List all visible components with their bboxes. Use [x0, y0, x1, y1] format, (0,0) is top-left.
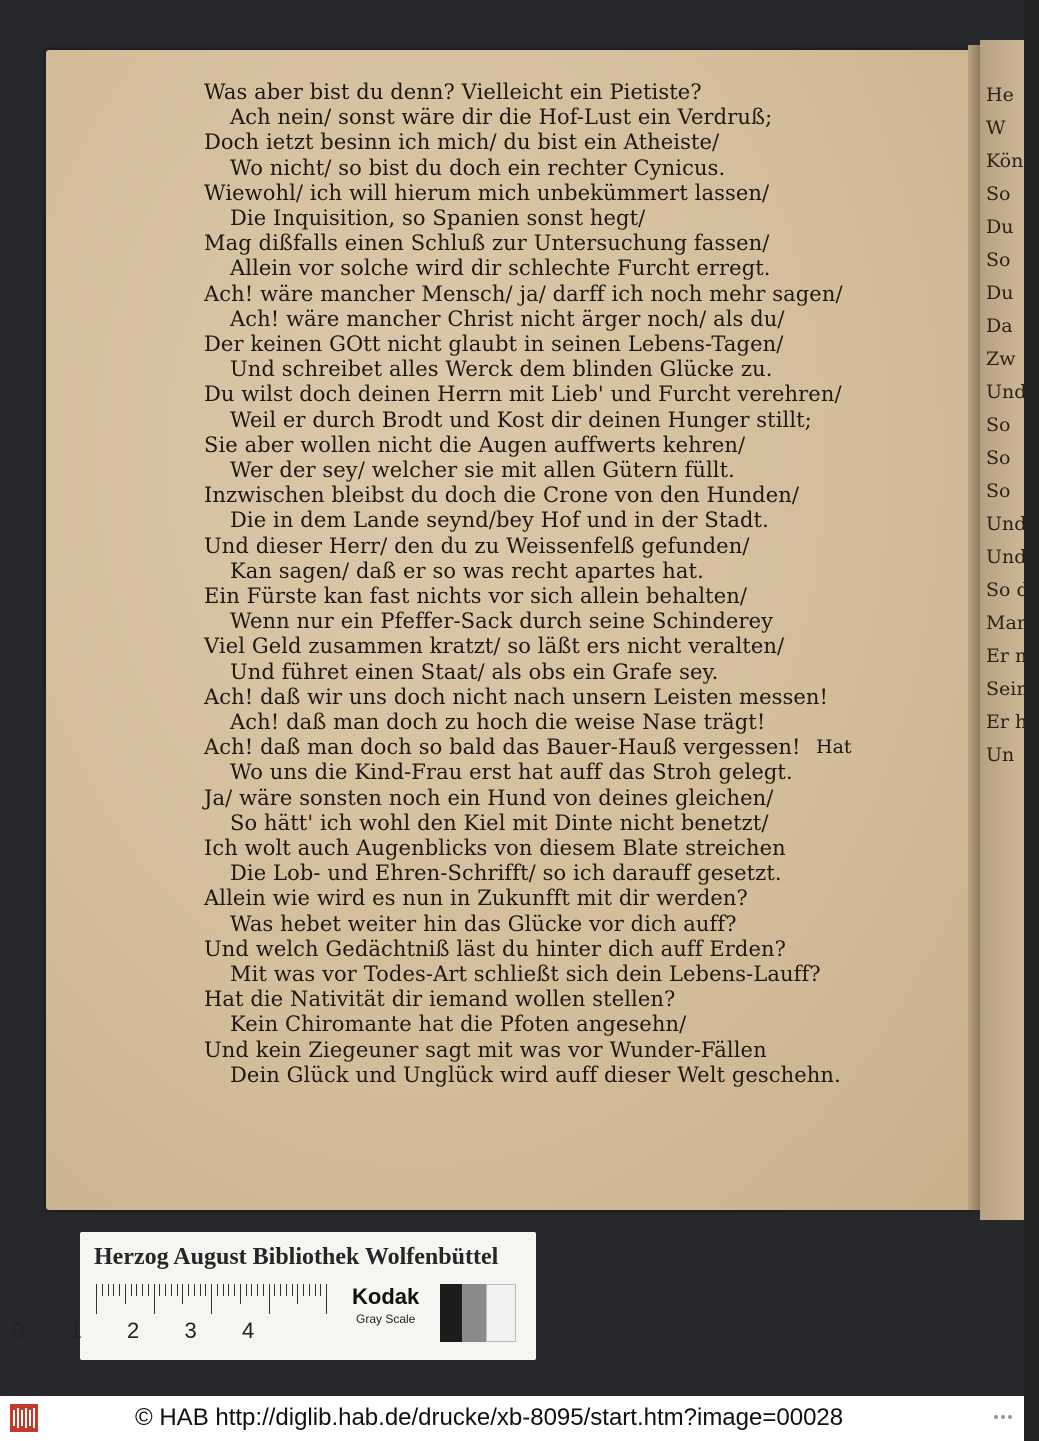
next-page-fragment: So: [986, 447, 1011, 469]
next-page-fragment: Du: [986, 282, 1014, 304]
poem-line: Dein Glück und Unglück wird auff dieser Welt geschehn.: [230, 1062, 841, 1087]
poem-line: Weil er durch Brodt und Kost dir deinen Hunger stillt;: [230, 407, 812, 432]
poem-line: Und führet einen Staat/ als obs ein Grafe sey.: [230, 659, 719, 684]
poem-line: Die Inquisition, so Spanien sonst hegt/: [230, 206, 646, 230]
page-fold: [968, 45, 980, 1210]
poem-line: Ein Fürste kan fast nichts vor sich allein behalten/: [204, 584, 748, 608]
ruler-tick: [148, 1284, 149, 1296]
next-page-fragment: Zw: [986, 348, 1016, 370]
ruler-tick: [303, 1284, 304, 1296]
poem-line: So hätt' ich wohl den Kiel mit Dinte nicht benetzt/: [230, 810, 769, 835]
poem-line: Die Lob- und Ehren-Schrifft/ so ich darauff gesetzt.: [230, 861, 782, 886]
ruler-tick: [234, 1284, 235, 1296]
ruler-tick: [177, 1284, 178, 1296]
next-page-edge: [980, 40, 1039, 1220]
ruler-tick: [142, 1284, 143, 1296]
next-page-fragment: Er m: [986, 645, 1034, 667]
poem-line: Der keinen GOtt nicht glaubt in seinen Lebens-Tagen/: [204, 332, 784, 356]
poem-line: Was hebet weiter hin das Glücke vor dich auff?: [230, 911, 737, 936]
swatch-gray: [462, 1284, 486, 1342]
ruler-tick: [200, 1284, 201, 1296]
book-page: [46, 50, 974, 1210]
reference-card: [80, 1232, 536, 1360]
copyright-url: © HAB http://diglib.hab.de/drucke/xb-8095/start.htm?image=00028: [135, 1404, 844, 1431]
ruler-tick: [108, 1284, 109, 1296]
ruler-number: 3: [184, 1318, 197, 1343]
ruler-tick: [194, 1284, 195, 1296]
ruler-tick: [274, 1284, 275, 1296]
poem-line: Ach! daß wir uns doch nicht nach unsern Leisten messen!: [204, 684, 829, 709]
ruler-tick: [217, 1284, 218, 1296]
next-page-fragment: Und: [986, 546, 1027, 568]
poem-line: Ach nein/ sonst wäre dir die Hof-Lust ein Verdruß;: [230, 105, 773, 130]
poem-line: Wenn nur ein Pfeffer-Sack durch seine Schinderey: [230, 609, 774, 634]
ruler-tick: [113, 1284, 114, 1296]
poem-line: Kan sagen/ daß er so was recht apartes hat.: [230, 558, 704, 583]
ruler-tick: [119, 1284, 120, 1296]
ruler-tick: [223, 1284, 224, 1296]
hab-logo-icon: [10, 1404, 38, 1432]
poem-line: Wiewohl/ ich will hierum mich unbekümmert lassen/: [204, 180, 770, 205]
poem-line: Die in dem Lande seynd/bey Hof und in der Stadt.: [230, 508, 769, 533]
poem-line: Und welch Gedächtniß läst du hinter dich auff Erden?: [204, 936, 786, 961]
poem-line: Wer der sey/ welcher sie mit allen Gütern füllt.: [230, 458, 735, 482]
gray-scale-label: Gray Scale: [356, 1312, 416, 1326]
poem-line: Inzwischen bleibst du doch die Crone von den Hunden/: [204, 483, 800, 508]
ruler-tick: [263, 1284, 264, 1296]
poem-line: Hat die Nativität dir iemand wollen stellen?: [204, 987, 676, 1012]
ruler-tick: [240, 1284, 241, 1304]
poem-line: Du wilst doch deinen Herrn mit Lieb' und Furcht verehren/: [204, 382, 842, 407]
ruler-tick: [96, 1284, 97, 1314]
poem-line: Mit was vor Todes-Art schließt sich dein Lebens-Lauff?: [230, 962, 821, 986]
next-page-fragment: Du: [986, 216, 1014, 238]
poem-line: Wo nicht/ so bist du doch ein rechter Cynicus.: [230, 155, 726, 180]
ruler-tick: [102, 1284, 103, 1296]
poem-line: Ach! daß man doch zu hoch die weise Nase trägt!: [230, 710, 766, 734]
next-page-fragment: So: [986, 183, 1011, 205]
poem-line: Viel Geld zusammen kratzt/ so läßt ers nicht veralten/: [204, 634, 785, 659]
ruler-tick: [182, 1284, 183, 1304]
ruler-tick: [320, 1284, 321, 1296]
swatch-black: [440, 1284, 462, 1342]
ruler-tick: [251, 1284, 252, 1296]
ruler-tick: [211, 1284, 212, 1314]
ruler-tick: [257, 1284, 258, 1296]
poem-text: [46, 50, 974, 1210]
ruler-number: 1: [69, 1318, 82, 1343]
next-page-fragment: So: [986, 249, 1011, 271]
footer-bar: [0, 1396, 1024, 1441]
poem-line: Sie aber wollen nicht die Augen auffwerts kehren/: [204, 432, 746, 457]
poem-line: Allein wie wird es nun in Zukunfft mit dir werden?: [204, 886, 748, 911]
ruler-tick: [205, 1284, 206, 1296]
poem-line: Wo uns die Kind-Frau erst hat auff das Stroh gelegt.: [230, 760, 793, 785]
next-page-fragment: Und: [986, 381, 1027, 403]
ruler-tick: [246, 1284, 247, 1296]
next-page-fragment: So: [986, 480, 1011, 502]
ruler-number: 2: [127, 1318, 140, 1343]
next-page-fragment: Er hä: [986, 711, 1039, 733]
swatch-white: [486, 1284, 516, 1342]
next-page-fragment: Man: [986, 612, 1030, 634]
next-page-fragment: He: [986, 84, 1014, 106]
gray-swatches: [440, 1284, 516, 1342]
poem-line: Ach! daß man doch so bald das Bauer-Hauß vergessen!: [204, 735, 801, 760]
ruler-tick: [154, 1284, 155, 1314]
poem-line: Doch ietzt besinn ich mich/ du bist ein Atheiste/: [204, 130, 720, 155]
poem-line: Was aber bist du denn? Vielleicht ein Pietiste?: [204, 80, 702, 104]
ruler-tick: [315, 1284, 316, 1296]
ruler-tick: [228, 1284, 229, 1296]
next-page-fragment: So d: [986, 579, 1029, 601]
next-page-fragment: Da: [986, 315, 1013, 337]
ruler-tick: [297, 1284, 298, 1304]
next-page-fragment: Und: [986, 513, 1027, 535]
poem-line: Und schreibet alles Werck dem blinden Glücke zu.: [230, 357, 773, 382]
next-page-fragment: So: [986, 414, 1011, 436]
poem-line: Und kein Ziegeuner sagt mit was vor Wunder-Fällen: [204, 1037, 767, 1062]
poem-line: Mag dißfalls einen Schluß zur Untersuchung fassen/: [204, 231, 770, 256]
ruler-tick: [326, 1284, 327, 1314]
poem-line: Ich wolt auch Augenblicks von diesem Blate streichen: [204, 836, 786, 860]
ruler-tick: [159, 1284, 160, 1296]
ruler-number: 4: [242, 1318, 255, 1343]
ruler-tick: [286, 1284, 287, 1296]
ruler-tick: [171, 1284, 172, 1296]
next-page-fragment: Un: [986, 744, 1015, 766]
library-name: Herzog August Bibliothek Wolfenbüttel: [94, 1244, 499, 1270]
next-page-fragment: Sein: [986, 678, 1029, 700]
ruler-tick: [136, 1284, 137, 1296]
ruler-number: 0: [12, 1318, 25, 1343]
ruler-tick: [309, 1284, 310, 1296]
ruler-tick: [280, 1284, 281, 1296]
next-page-fragment: Kön: [986, 150, 1024, 172]
poem-line: Ja/ wäre sonsten noch ein Hund von deines gleichen/: [204, 785, 774, 810]
ruler-tick: [292, 1284, 293, 1296]
dots-icon: [992, 1410, 1014, 1424]
poem-line: Kein Chiromante hat die Pfoten angesehn/: [230, 1012, 687, 1037]
poem-line: Ach! wäre mancher Mensch/ ja/ darff ich noch mehr sagen/: [204, 281, 843, 306]
poem-line: Und dieser Herr/ den du zu Weissenfelß gefunden/: [204, 533, 750, 558]
ruler-tick: [125, 1284, 126, 1304]
poem-line: Allein vor solche wird dir schlechte Furcht erregt.: [230, 256, 771, 281]
ruler-tick: [269, 1284, 270, 1314]
next-page-fragment: W: [986, 117, 1006, 139]
ruler-tick: [131, 1284, 132, 1296]
catchword: Hat: [816, 736, 852, 758]
poem-line: Ach! wäre mancher Christ nicht ärger noch/ als du/: [230, 306, 785, 331]
ruler-tick: [188, 1284, 189, 1296]
ruler-tick: [165, 1284, 166, 1296]
kodak-brand: Kodak: [352, 1284, 420, 1309]
